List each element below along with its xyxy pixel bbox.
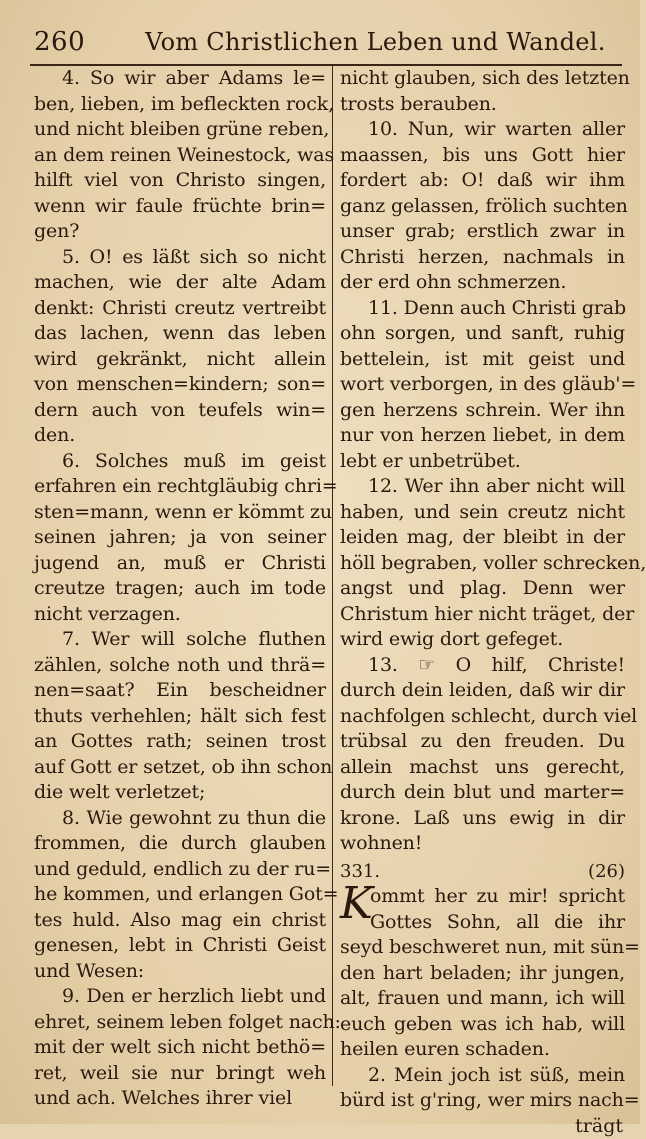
text-line: ohn sorgen, und sanft, ruhig [340, 321, 625, 347]
text-line: der erd ohn schmerzen. [340, 270, 625, 296]
hymn-lines [340, 935, 625, 1114]
hymn-heading [340, 859, 625, 885]
text-line: 11. Denn auch Christi grab [340, 296, 625, 322]
text-line: wird ewig dort gefeget. [340, 627, 625, 653]
text-line: nicht glauben, sich des letzten [340, 66, 625, 92]
text-line: ret, weil sie nur bringt weh [34, 1061, 326, 1087]
text-line: genesen, lebt in Christi Geist [34, 933, 326, 959]
text-line: allein machst uns gerecht, [340, 755, 625, 781]
text-line: wird gekränkt, nicht allein [34, 347, 326, 373]
text-line: 10. Nun, wir warten aller [340, 117, 625, 143]
hymn-line: euch geben was ich hab, will [340, 1012, 625, 1038]
text-line: bettelein, ist mit geist und [340, 347, 625, 373]
text-line: trosts berauben. [340, 92, 625, 118]
text-line: mit der welt sich nicht bethö= [34, 1035, 326, 1061]
text-line: tes huld. Also mag ein christ [34, 908, 326, 934]
text-line: 6. Solches muß im geist [34, 449, 326, 475]
text-line: leiden mag, der bleibt in der [340, 525, 625, 551]
hymn-line: heilen euren schaden. [340, 1037, 625, 1063]
text-line: 7. Wer will solche fluthen [34, 627, 326, 653]
text-line: 8. Wie gewohnt zu thun die [34, 806, 326, 832]
text-line: ben, lieben, im befleckten rock, [34, 92, 326, 118]
text-line: creutze tragen; auch im tode [34, 576, 326, 602]
text-line: erfahren ein rechtgläubig chri= [34, 474, 326, 500]
hymn-number: 331. [340, 859, 380, 885]
hymn-line: seyd beschweret nun, mit sün= [340, 935, 625, 961]
text-line: hilft viel von Christo singen, [34, 168, 326, 194]
text-line: gen herzens schrein. Wer ihn [340, 398, 625, 424]
hymn-opening [340, 884, 625, 935]
text-line: höll begraben, voller schrecken, [340, 551, 625, 577]
text-line: nicht verzagen. [34, 602, 326, 628]
text-line: gen? [34, 219, 326, 245]
text-line: seinen jahren; ja von seiner [34, 525, 326, 551]
text-line: krone. Laß uns ewig in dir [340, 806, 625, 832]
text-line: nen=saat? Ein bescheidner [34, 678, 326, 704]
text-line: Christum hier nicht träget, der [340, 602, 625, 628]
column-divider [332, 66, 333, 1086]
text-line: 5. O! es läßt sich so nicht [34, 245, 326, 271]
text-line: und Wesen: [34, 959, 326, 985]
text-line: 4. So wir aber Adams le= [34, 66, 326, 92]
text-line: und ach. Welches ihrer viel [34, 1086, 326, 1112]
text-line: ganz gelassen, frölich suchten [340, 194, 625, 220]
page-number: 260 [34, 27, 85, 57]
text-line: unser grab; erstlich zwar in [340, 219, 625, 245]
text-line: das lachen, wenn das leben [34, 321, 326, 347]
text-line: von menschen=kindern; son= [34, 372, 326, 398]
text-line: und geduld, endlich zu der ru= [34, 857, 326, 883]
hymn-line: 2. Mein joch ist süß, mein [340, 1063, 625, 1089]
text-line: nur von herzen liebet, in dem [340, 423, 625, 449]
text-line: he kommen, und erlangen Got= [34, 882, 326, 908]
page-header [34, 22, 618, 62]
text-line: haben, und sein creutz nicht [340, 500, 625, 526]
text-line: zählen, solche noth und thrä= [34, 653, 326, 679]
drop-cap: K [340, 884, 368, 930]
hymn-second-line: Gottes Sohn, all die ihr [340, 910, 625, 936]
text-line: frommen, die durch glauben [34, 831, 326, 857]
right-column [340, 66, 625, 1088]
text-line: fordert ab: O! daß wir ihm [340, 168, 625, 194]
hymn-line: bürd ist g'ring, wer mirs nach= [340, 1088, 625, 1114]
catchword: trägt [340, 1114, 625, 1139]
text-line: an dem reinen Weinestock, was [34, 143, 326, 169]
text-line: thuts verhehlen; hält sich fest [34, 704, 326, 730]
text-line: wenn wir faule früchte brin= [34, 194, 326, 220]
text-line: angst und plag. Denn wer [340, 576, 625, 602]
left-column [34, 66, 326, 1088]
text-line: wort verborgen, in des gläub'= [340, 372, 625, 398]
text-line: machen, wie der alte Adam [34, 270, 326, 296]
right-column-verses [340, 66, 625, 857]
text-line: ehret, seinem leben folget nach: [34, 1010, 326, 1036]
text-line: 9. Den er herzlich liebt und [34, 984, 326, 1010]
text-line: nachfolgen schlecht, durch viel [340, 704, 625, 730]
text-line: an Gottes rath; seinen trost [34, 729, 326, 755]
text-line: und nicht bleiben grüne reben, [34, 117, 326, 143]
text-line: lebt er unbetrübet. [340, 449, 625, 475]
text-line: die welt verletzet; [34, 780, 326, 806]
text-line: maassen, bis uns Gott hier [340, 143, 625, 169]
hymn-first-line: ommt her zu mir! spricht [340, 884, 625, 910]
text-line: 13. ☞ O hilf, Christe! [340, 653, 625, 679]
text-line: auf Gott er setzet, ob ihn schon [34, 755, 326, 781]
hymn-line: den hart beladen; ihr jungen, [340, 961, 625, 987]
text-line: denkt: Christi creutz vertreibt [34, 296, 326, 322]
text-line: Christi herzen, nachmals in [340, 245, 625, 271]
text-line: trübsal zu den freuden. Du [340, 729, 625, 755]
text-line: 12. Wer ihn aber nicht will [340, 474, 625, 500]
text-line: sten=mann, wenn er kömmt zu [34, 500, 326, 526]
text-line: durch dein leiden, daß wir dir [340, 678, 625, 704]
text-line: den. [34, 423, 326, 449]
text-line: durch dein blut und marter= [340, 780, 625, 806]
hymn-melody-ref: (26) [588, 859, 625, 885]
text-line: jugend an, muß er Christi [34, 551, 326, 577]
running-title: Vom Christlichen Leben und Wandel. [145, 28, 606, 56]
text-line: dern auch von teufels win= [34, 398, 326, 424]
hymn-line: alt, frauen und mann, ich will [340, 986, 625, 1012]
text-line: wohnen! [340, 831, 625, 857]
